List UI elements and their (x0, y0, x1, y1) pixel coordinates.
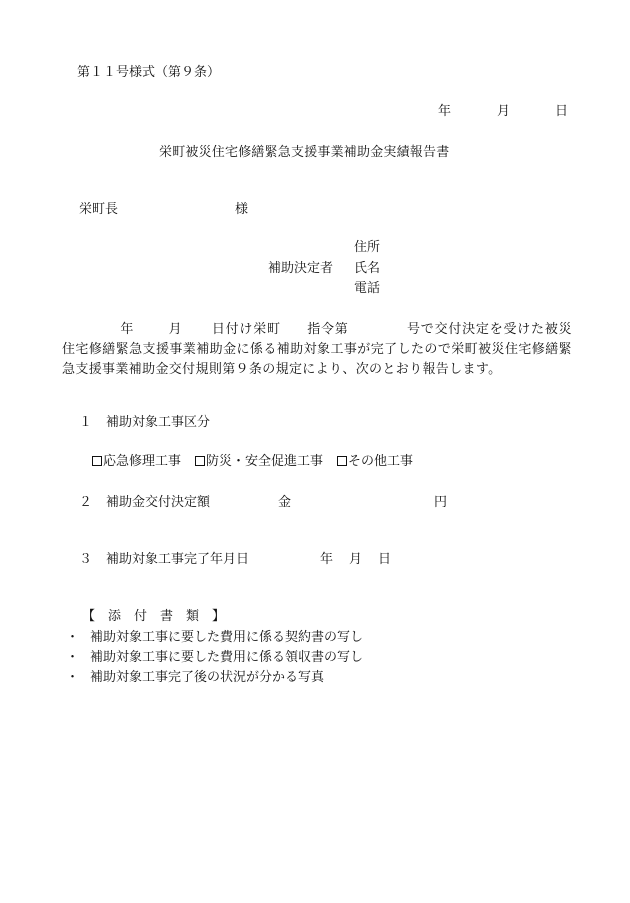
addressee-name: 栄町長 (79, 202, 119, 217)
applicant-role-label: 補助決定者 (268, 261, 334, 276)
report-body (62, 320, 572, 380)
address-label: 住所 (354, 240, 381, 255)
attachment-label: 補助対象工事に要した費用に係る契約書の写し (90, 630, 364, 645)
body-directive-no: 指令第 (306, 322, 349, 337)
option-other-work[interactable] (337, 455, 413, 468)
body-month: 月 (168, 322, 183, 337)
completion-month: 月 (349, 552, 363, 567)
checkbox-emergency-repair[interactable] (92, 456, 102, 466)
bullet: ・ (66, 670, 80, 685)
item-number: ２ (79, 495, 93, 510)
item-completion-date (79, 553, 249, 566)
body-main-text: 号で交付決定を受けた被災住宅修繕緊急支援事業補助金に係る補助対象工事が完了したので栄町被災住宅修繕緊急支援事業補助金交付規則第９条の規定により、次のとおり報告します。 (62, 322, 572, 377)
addressee (79, 202, 249, 217)
attachment-item (66, 651, 363, 664)
phone-label: 電話 (354, 281, 381, 296)
item-grant-amount (79, 496, 210, 509)
option-label: 防災・安全促進工事 (206, 454, 324, 469)
document-title: 栄町被災住宅修繕緊急支援事業補助金実績報告書 (159, 145, 450, 160)
body-year: 年 (120, 322, 135, 337)
amount-unit: 円 (434, 495, 448, 510)
attachment-item (66, 631, 363, 644)
bullet: ・ (66, 650, 80, 665)
addressee-honorific: 様 (235, 202, 249, 217)
completion-year: 年 (320, 552, 334, 567)
item-number: １ (79, 415, 93, 430)
attachment-label: 補助対象工事完了後の状況が分かる写真 (90, 670, 325, 685)
item-work-category (79, 416, 210, 429)
bullet: ・ (66, 630, 80, 645)
attachment-label: 補助対象工事に要した費用に係る領収書の写し (90, 650, 364, 665)
form-number: 第１１号様式（第９条） (77, 65, 221, 80)
option-label: その他工事 (348, 454, 414, 469)
name-label: 氏名 (354, 261, 381, 276)
date-day-label: 日 (555, 104, 569, 119)
amount-prefix: 金 (278, 495, 292, 510)
body-date-ref: 日付け栄町 (211, 322, 281, 337)
attachments-heading: 【 添 付 書 類 】 (82, 609, 226, 624)
date-year-label: 年 (438, 104, 452, 119)
item-label: 補助対象工事完了年月日 (106, 552, 250, 567)
work-category-options (92, 455, 427, 468)
attachment-item (66, 671, 324, 684)
item-label: 補助対象工事区分 (106, 415, 211, 430)
option-disaster-prevention[interactable] (195, 455, 323, 468)
option-label: 応急修理工事 (103, 454, 182, 469)
item-label: 補助金交付決定額 (106, 495, 211, 510)
completion-day: 日 (378, 552, 392, 567)
date-month-label: 月 (497, 104, 511, 119)
checkbox-disaster-prevention[interactable] (195, 456, 205, 466)
option-emergency-repair[interactable] (92, 455, 181, 468)
item-number: ３ (79, 552, 93, 567)
checkbox-other-work[interactable] (337, 456, 347, 466)
